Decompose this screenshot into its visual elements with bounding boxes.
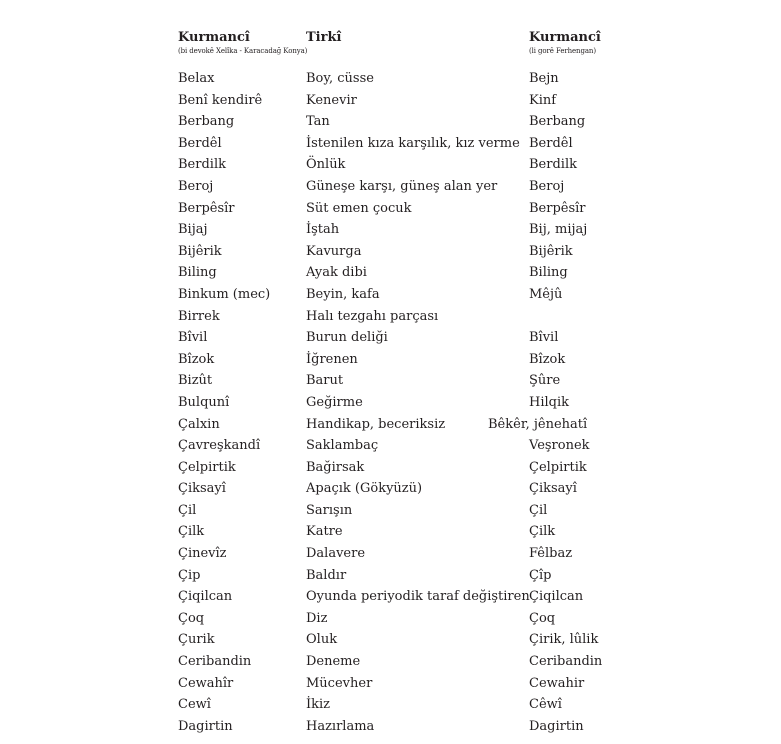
turkish-word: Oluk xyxy=(306,632,338,648)
kurmanci-dialect-word: Çiqilcan xyxy=(178,589,233,605)
turkish-word: İğrenen xyxy=(306,351,358,367)
kurmanci-dialect-word: Ceribandin xyxy=(178,654,252,670)
table-row xyxy=(0,651,781,673)
table-row xyxy=(0,586,781,608)
turkish-word: Geğirme xyxy=(306,394,363,410)
turkish-word: Saklambaç xyxy=(306,438,379,454)
kurmanci-dictionary-word: Berbang xyxy=(529,114,586,130)
kurmanci-dictionary-word: Bij, mijaj xyxy=(529,222,588,238)
turkish-word: Beyin, kafa xyxy=(306,286,380,302)
kurmanci-dialect-word: Çavreşkandî xyxy=(178,438,261,454)
kurmanci-dictionary-word: Bijêrik xyxy=(529,243,573,259)
kurmanci-dictionary-word: Çilk xyxy=(529,524,556,540)
turkish-word: Baldır xyxy=(306,567,347,583)
kurmanci-dialect-word: Çalxin xyxy=(178,416,220,432)
kurmanci-dialect-word: Beroj xyxy=(178,178,214,194)
kurmanci-dialect-word: Belax xyxy=(178,71,215,86)
table-row xyxy=(0,673,781,695)
table-row xyxy=(0,543,781,565)
turkish-word: Mücevher xyxy=(306,675,373,691)
table-row xyxy=(0,608,781,630)
kurmanci-dictionary-word: Veşronek xyxy=(529,438,590,454)
table-row xyxy=(0,327,781,349)
kurmanci-dictionary-word: Şûre xyxy=(529,373,561,389)
table-row xyxy=(0,435,781,457)
kurmanci-dictionary-word: Berdilk xyxy=(529,157,577,173)
turkish-word: Bağirsak xyxy=(306,459,365,475)
table-row xyxy=(0,284,781,306)
header-kurmanci-dictionary: Kurmancî xyxy=(529,30,601,45)
kurmanci-dialect-word: Çip xyxy=(178,567,201,583)
kurmanci-dialect-word: Bîvil xyxy=(178,330,208,346)
kurmanci-dictionary-word: Bêkêr, jênehatî xyxy=(488,416,588,432)
table-row xyxy=(0,414,781,436)
table-row xyxy=(0,176,781,198)
word-list xyxy=(0,68,781,737)
table-row xyxy=(0,219,781,241)
table-row xyxy=(0,154,781,176)
kurmanci-dictionary-word: Çirik, lûlik xyxy=(529,632,599,648)
turkish-word: Katre xyxy=(306,524,343,540)
turkish-word: Burun deliği xyxy=(306,330,388,346)
kurmanci-dialect-word: Bulqunî xyxy=(178,394,230,410)
kurmanci-dictionary-word: Çiqilcan xyxy=(529,589,584,605)
kurmanci-dictionary-word: Bîvil xyxy=(529,330,559,346)
kurmanci-dictionary-word: Çelpirtik xyxy=(529,459,587,475)
kurmanci-dictionary-word: Beroj xyxy=(529,178,565,194)
turkish-word: İştah xyxy=(306,222,340,238)
kurmanci-dialect-word: Dagirtin xyxy=(178,718,233,734)
kurmanci-dialect-word: Çoq xyxy=(178,610,205,626)
table-row xyxy=(0,392,781,414)
kurmanci-dialect-word: Benî kendirê xyxy=(178,92,263,108)
table-row xyxy=(0,500,781,522)
kurmanci-dialect-word: Berbang xyxy=(178,114,235,130)
header-kurmanci-dictionary-subtitle: (li gorê Ferhengan) xyxy=(529,47,596,55)
turkish-word: Apaçık (Gökyüzü) xyxy=(306,481,423,497)
table-row xyxy=(0,370,781,392)
kurmanci-dictionary-word: Çil xyxy=(529,502,548,518)
table-row xyxy=(0,111,781,133)
kurmanci-dictionary-word: Biling xyxy=(529,265,568,281)
kurmanci-dialect-word: Çurik xyxy=(178,632,215,648)
table-row xyxy=(0,133,781,155)
kurmanci-dialect-word: Bîzok xyxy=(178,351,215,367)
kurmanci-dictionary-word: Dagirtin xyxy=(529,718,584,734)
turkish-word: Önlük xyxy=(306,157,346,173)
kurmanci-dialect-word: Berdêl xyxy=(178,135,222,151)
kurmanci-dialect-word: Binkum (mec) xyxy=(178,286,271,302)
table-row xyxy=(0,565,781,587)
kurmanci-dictionary-word: Cewahir xyxy=(529,675,585,691)
table-row xyxy=(0,306,781,328)
table-row xyxy=(0,478,781,500)
kurmanci-dialect-word: Çilk xyxy=(178,524,205,540)
turkish-word: Tan xyxy=(306,114,330,130)
table-row xyxy=(0,198,781,220)
table-row xyxy=(0,68,781,90)
kurmanci-dialect-word: Çiksayî xyxy=(178,481,226,497)
kurmanci-dictionary-word: Bîzok xyxy=(529,351,566,367)
turkish-word: Barut xyxy=(306,373,344,389)
kurmanci-dialect-word: Birrek xyxy=(178,308,220,324)
kurmanci-dictionary-word: Fêlbaz xyxy=(529,546,573,562)
table-row xyxy=(0,90,781,112)
kurmanci-dictionary-word: Çiksayî xyxy=(529,481,577,497)
kurmanci-dialect-word: Cewahîr xyxy=(178,675,234,691)
table-row xyxy=(0,716,781,738)
kurmanci-dictionary-word: Mêjû xyxy=(529,286,563,302)
kurmanci-dictionary-word: Bejn xyxy=(529,71,559,86)
kurmanci-dialect-word: Çil xyxy=(178,502,197,518)
kurmanci-dictionary-word: Berdêl xyxy=(529,135,573,151)
header-tirki: Tirkî xyxy=(306,30,342,45)
table-row xyxy=(0,262,781,284)
table-row xyxy=(0,349,781,371)
header-kurmanci-dialect: Kurmancî xyxy=(178,30,250,45)
kurmanci-dialect-word: Berpêsîr xyxy=(178,200,235,216)
turkish-word: İkiz xyxy=(306,697,331,713)
table-row xyxy=(0,521,781,543)
kurmanci-dictionary-word: Kinf xyxy=(529,92,557,108)
table-row xyxy=(0,694,781,716)
turkish-word: Ayak dibi xyxy=(306,265,367,281)
turkish-word: Deneme xyxy=(306,654,361,670)
kurmanci-dictionary-word: Ceribandin xyxy=(529,654,603,670)
kurmanci-dictionary-word: Cêwî xyxy=(529,697,562,713)
turkish-word: Kenevir xyxy=(306,92,357,108)
kurmanci-dialect-word: Biling xyxy=(178,265,217,281)
turkish-word: Hazırlama xyxy=(306,718,375,734)
kurmanci-dialect-word: Bijêrik xyxy=(178,243,222,259)
turkish-word: Boy, cüsse xyxy=(306,71,374,86)
kurmanci-dictionary-word: Çoq xyxy=(529,610,556,626)
table-row xyxy=(0,457,781,479)
kurmanci-dialect-word: Berdilk xyxy=(178,157,226,173)
turkish-word: Güneşe karşı, güneş alan yer xyxy=(306,178,498,194)
kurmanci-dialect-word: Bijaj xyxy=(178,222,208,238)
turkish-word: Süt emen çocuk xyxy=(306,200,412,216)
turkish-word: Sarışın xyxy=(306,502,353,518)
table-row xyxy=(0,241,781,263)
kurmanci-dictionary-word: Berpêsîr xyxy=(529,200,586,216)
turkish-word: Oyunda periyodik taraf değiştiren xyxy=(306,589,530,605)
kurmanci-dialect-word: Cewî xyxy=(178,697,211,713)
turkish-word: Kavurga xyxy=(306,243,362,259)
turkish-word: Handikap, beceriksiz xyxy=(306,416,446,432)
turkish-word: Halı tezgahı parçası xyxy=(306,308,439,324)
kurmanci-dialect-word: Çinevîz xyxy=(178,546,227,562)
kurmanci-dictionary-word: Hilqik xyxy=(529,394,570,410)
header-kurmanci-dialect-subtitle: (bi devokê Xelîka - Karacadağ Konya) xyxy=(178,47,308,55)
turkish-word: Dalavere xyxy=(306,546,366,562)
table-row xyxy=(0,629,781,651)
kurmanci-dictionary-word: Çîp xyxy=(529,567,552,583)
turkish-word: Diz xyxy=(306,610,328,626)
turkish-word: İstenilen kıza karşılık, kız verme xyxy=(306,135,520,151)
kurmanci-dialect-word: Bizût xyxy=(178,373,213,389)
kurmanci-dialect-word: Çelpirtik xyxy=(178,459,236,475)
